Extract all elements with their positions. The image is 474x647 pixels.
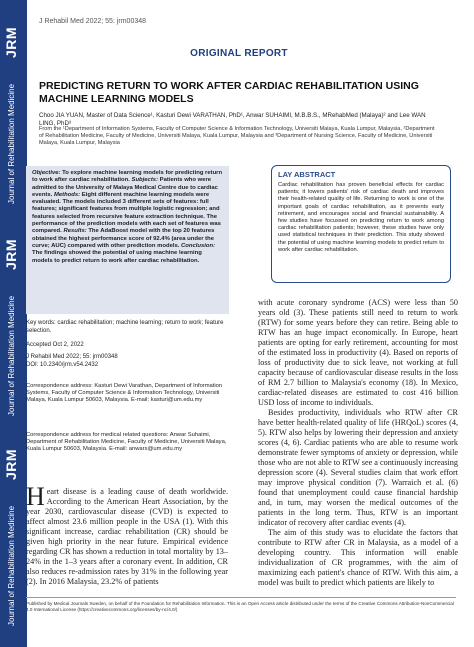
doi-link[interactable]: DOI: 10.2340/jrm.v54.2432 [26,361,99,368]
article-title: PREDICTING RETURN TO WORK AFTER CARDIAC REHABILITATION USING MACHINE LEARNING MODELS [39,80,419,105]
sidebar-journal-name: Journal of Rehabilitation Medicine [7,295,16,416]
medical-correspondence-address: Correspondence address for medical related questions: Anwar Suhaimi, Department of Rehabilitation Medicine, Faculty of Medicine, Universiti Malaya, Kuala Lumpur 50603, Malaysia. E-mail: anwars@um.edu.my [26,432,227,453]
citation: J Rehabil Med 2022; 55: jrm00348 [26,354,118,360]
sidebar-brand-block [0,450,27,630]
abstract-label: Results: [63,228,87,235]
abstract-subjects: Patients who were admitted to the University of Malaya Medical Centre due to cardiac events. [32,177,218,198]
correspondence-address: Correspondence address: Kasturi Dewi Varathan, Department of Information Systems, Faculty of Computer Science & Information Technology, Universiti Malaya, Kuala Lumpur 50603, Malaysia. E-mail: kasturi@um.edu.my [26,383,223,404]
intro-paragraph: eart disease is a leading cause of death worldwide. According to the American Heart Association, by the year 2030, cardiovascular disease (CVD) is expected to affect almost 23.6 million people in the USA (1). With this significant increase, cardiac rehabilitation (CR) should be given high priority in the near future. Empirical evidence regarding CR has shown a reduction in total mortality by 13–24% in the 1–3 years after a coronary event. In addition, CR also reduces re-admission rates by 31% in the following year (2). In 2016 Malaysia, 23.2% of patients [26,487,228,586]
lay-abstract-box [271,165,451,283]
abstract-label: Conclusion: [181,242,216,249]
abstract-objective: To explore machine learning models for predicting return to work after cardiac rehabilitation. [32,170,223,184]
abstract-methods: Eight different machine learning models were evaluated. The models included 3 different sets of features: full features; significant features from multiple logistic regression; and features selected from recursive feature extraction technique. The performance of the prediction models with each set of features was compared. [32,191,221,235]
abstract-label: Methods: [53,191,81,198]
abstract-conclusion: The findings showed the potential of using machine learning models to predict return to work after cardiac rehabilitation. [32,250,202,264]
abstract-label: Objective: [32,170,61,176]
abstract-label: Subjects: [131,177,159,184]
journal-sidebar [0,0,27,647]
sidebar-brand-block [0,28,27,208]
keywords: Key words: cardiac rehabilitation; machine learning; return to work; feature selection. [26,320,224,334]
lay-abstract-heading: LAY ABSTRACT [278,170,336,179]
citation-block [26,354,118,369]
sidebar-journal-name: Journal of Rehabilitation Medicine [7,505,16,626]
accepted-date: Accepted Oct 2, 2022 [26,342,84,348]
sidebar-brand-block [0,240,27,420]
structured-abstract [26,166,229,314]
lay-abstract-text: Cardiac rehabilitation has proven beneficial effects for cardiac patients; it lowers patients' risk of cardiac death and improves their health-related quality of life. Returning to work is one of the important goals of cardiac rehabilitation, as it prevents early retirement, and encourages social and financial sustainability. A few studies have focussed on predicting return to work among cardiac rehabilitation patients; however, these studies have only used statistical techniques in their prediction. This study showed the potential of using machine learning models to predict return to work after cardiac rehabilitation. [278,182,444,253]
body-text-left-column [26,482,228,587]
sidebar-abbr: JRM [3,448,19,480]
body-text-right-column [258,298,458,588]
license-footer: Published by Medical Journals Sweden, on behalf of the Foundation for Rehabilitation Information. This is an Open Access article distributed under the terms of the Creative Commons Attribution-NonCommercial 4.0 International License (https://creativecommons.org/licenses/by-nc/4.0/) [26,597,456,613]
author-list: Choo JIA YUAN, Master of Data Science¹, Kasturi Dewi VARATHAN, PhD¹, Anwar SUHAIMI, M.B.B.S., MRehabMed (Malaya)² and Lee WAN LING, PhD³ [39,112,426,127]
journal-citation-line: J Rehabil Med 2022; 55: jrm00348 [39,18,147,25]
drop-cap: H [26,482,45,511]
report-type-label: ORIGINAL REPORT [190,48,288,59]
sidebar-abbr: JRM [3,238,19,270]
sidebar-abbr: JRM [3,26,19,58]
sidebar-journal-name: Journal of Rehabilitation Medicine [7,83,16,204]
body-paragraph: with acute coronary syndrome (ACS) were less than 50 years old (3). These patients still need to return to work (RTW) for some years before they can retire. Being able to RTW has an huge impact economically. In Europe, heart patients are opting for early retirement, accounting for most of the estimated loss in productivity (4). Based on reports of loss of productivity due to sick leave, not working at full capacity because of cardiovascular disease results in the loss of RM 2.7 billion to Malaysia's economy (18). In Mexico, cardiac-related diseases are estimated to cost 416 billion USD loss of income to individuals. [258,298,458,407]
body-paragraph: Besides productivity, individuals who RTW after CR have better health-related quality of life (HRQoL) scores (4, 5). RTW also helps by lowering their depression and anxiety scores (4, 6). Cardiac patients who are able to resume work demonstrate fewer symptoms of anxiety or depression, while those who are not able to RTW see a continuously increasing depression score (4). Several studies claim that work effort may improve physical condition (7). Warraich et al. (6) found that unemployment could cause financial hardship and, in turn, may worsen the medical outcomes of the patients in the long term. Thus, RTW is an important indicator of recovery after cardiac events (4). [258,408,458,527]
affiliations: From the ¹Department of Information Systems, Faculty of Computer Science & Information Technology, Universiti Malaya, Kuala Lumpur, Malaysia, ²Department of Rehabilitation Medicine, Faculty of Medicine, Universiti Malaya, Kuala Lumpur, Malaysia and ³Department of Nursing Science, Faculty of Medicine, Universiti Malaya, Kuala Lumpur, Malaysia [39,126,435,147]
abstract-results: The AdaBoost model with the top 20 features obtained the highest performance score of 92.4% (area under the curve; AUC) compared with other prediction models. [32,228,215,249]
body-paragraph: The aim of this study was to elucidate the factors that contribute to RTW after CR in Malaysia, as a model of a developing country. This information will enable individualization of CR programmes, with the aim of maximizing each patient's chance of RTW. With this aim, a model was built to predict which patients are likely to [258,528,458,587]
